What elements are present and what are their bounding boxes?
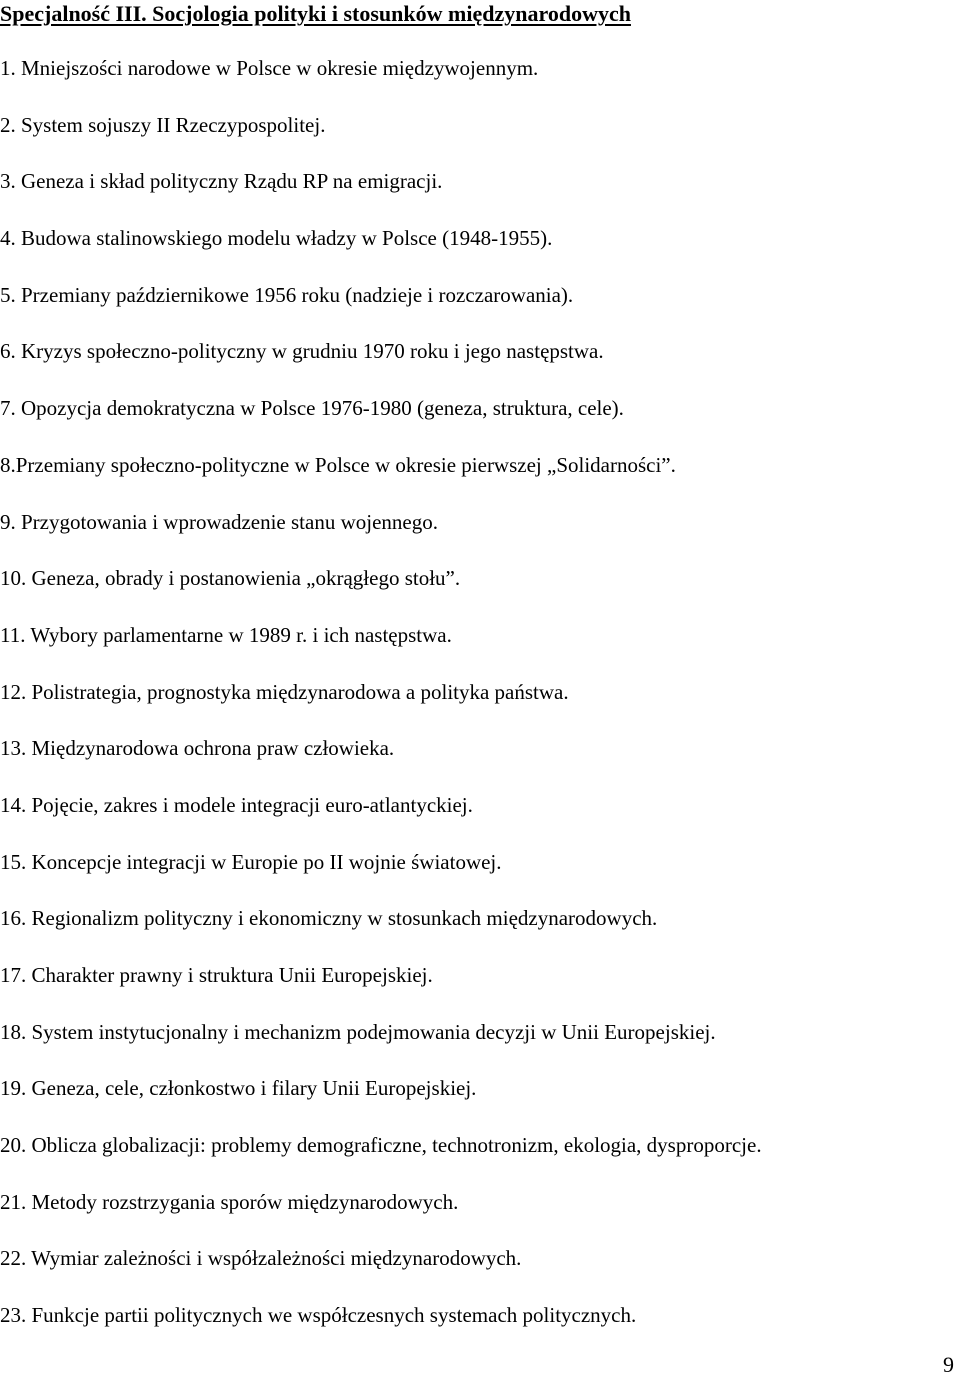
topic-text: Przemiany październikowe 1956 roku (nadzieje i rozczarowania).	[21, 282, 574, 307]
topic-item	[0, 564, 762, 621]
topic-item	[0, 1301, 762, 1358]
topic-list	[0, 54, 762, 1358]
specialty-heading: Specjalność III. Socjologia polityki i stosunków międzynarodowych	[0, 1, 631, 26]
topic-number: 22.	[0, 1246, 32, 1271]
topic-text: Funkcje partii politycznych we współczesnych systemach politycznych.	[31, 1303, 637, 1328]
topic-text: System sojuszy II Rzeczypospolitej.	[21, 112, 326, 137]
topic-item	[0, 394, 762, 451]
topic-text: Oblicza globalizacji: problemy demograficzne, technotronizm, ekologia, dysproporcje.	[31, 1133, 762, 1158]
topic-number: 17.	[0, 963, 32, 987]
topic-number: 3.	[0, 169, 21, 194]
topic-item	[0, 1074, 762, 1131]
topic-number: 23.	[0, 1303, 32, 1328]
topic-number: 7.	[0, 396, 21, 421]
topic-item	[0, 508, 762, 565]
topic-item	[0, 111, 762, 168]
topic-text: Geneza, obrady i postanowienia „okrągłego stołu”.	[31, 566, 461, 591]
topic-text: Opozycja demokratyczna w Polsce 1976-1980 (geneza, struktura, cele).	[21, 396, 624, 421]
topic-number: 12.	[0, 679, 32, 704]
topic-number: 21.	[0, 1189, 32, 1214]
topic-text: Międzynarodowa ochrona praw człowieka.	[31, 736, 395, 761]
topic-text: Geneza, cele, członkostwo i filary Unii Europejskiej.	[31, 1076, 477, 1101]
topic-item	[0, 167, 762, 224]
topic-item	[0, 848, 762, 905]
topic-number: 5.	[0, 282, 21, 307]
topic-number: 15.	[0, 849, 32, 874]
topic-text: Polistrategia, prognostyka międzynarodowa a polityka państwa.	[31, 679, 569, 704]
topic-number: 13.	[0, 736, 32, 761]
topic-number: 9.	[0, 509, 21, 534]
topic-item	[0, 621, 762, 678]
topic-item	[0, 678, 762, 735]
topic-text: Mniejszości narodowe w Polsce w okresie międzywojennym.	[21, 56, 539, 80]
topic-number: 20.	[0, 1133, 32, 1158]
topic-item	[0, 1131, 762, 1188]
topic-text: Koncepcje integracji w Europie po II wojnie światowej.	[31, 849, 502, 874]
topic-number: 18.	[0, 1019, 32, 1044]
topic-item	[0, 904, 762, 961]
topic-number: 11.	[0, 622, 31, 647]
topic-item	[0, 1244, 762, 1301]
topic-number: 6.	[0, 339, 21, 364]
topic-text: Geneza i skład polityczny Rządu RP na emigracji.	[21, 169, 443, 194]
topic-number: 4.	[0, 226, 21, 251]
topic-text: Metody rozstrzygania sporów międzynarodowych.	[31, 1189, 459, 1214]
topic-item	[0, 734, 762, 791]
topic-text: Kryzys społeczno-polityczny w grudniu 1970 roku i jego następstwa.	[21, 339, 604, 364]
topic-item	[0, 1188, 762, 1245]
topic-text: Budowa stalinowskiego modelu władzy w Polsce (1948-1955).	[21, 226, 553, 251]
page-number: 9	[943, 1352, 954, 1377]
topic-text: Charakter prawny i struktura Unii Europejskiej.	[31, 963, 433, 987]
topic-item	[0, 1018, 762, 1075]
topic-item	[0, 451, 762, 508]
topic-item	[0, 54, 762, 111]
topic-item	[0, 281, 762, 338]
topic-number: 2.	[0, 112, 21, 137]
topic-text: Pojęcie, zakres i modele integracji euro-atlantyckiej.	[31, 792, 473, 817]
topic-text: System instytucjonalny i mechanizm podejmowania decyzji w Unii Europejskiej.	[31, 1019, 716, 1044]
topic-number: 14.	[0, 792, 32, 817]
topic-text: Przygotowania i wprowadzenie stanu wojennego.	[21, 509, 438, 534]
topic-number: 16.	[0, 906, 32, 931]
topic-number: 10.	[0, 566, 32, 591]
topic-item	[0, 224, 762, 281]
topic-item	[0, 791, 762, 848]
topic-number: 1.	[0, 56, 21, 80]
topic-number: 8.	[0, 452, 16, 477]
topic-text: Wybory parlamentarne w 1989 r. i ich następstwa.	[30, 622, 452, 647]
topic-number: 19.	[0, 1076, 32, 1101]
topic-item	[0, 337, 762, 394]
topic-text: Wymiar zależności i współzależności międzynarodowych.	[31, 1246, 522, 1271]
topic-text: Przemiany społeczno-polityczne w Polsce w okresie pierwszej „Solidarności”.	[15, 452, 676, 477]
topic-text: Regionalizm polityczny i ekonomiczny w stosunkach międzynarodowych.	[31, 906, 658, 931]
topic-item	[0, 961, 762, 1018]
